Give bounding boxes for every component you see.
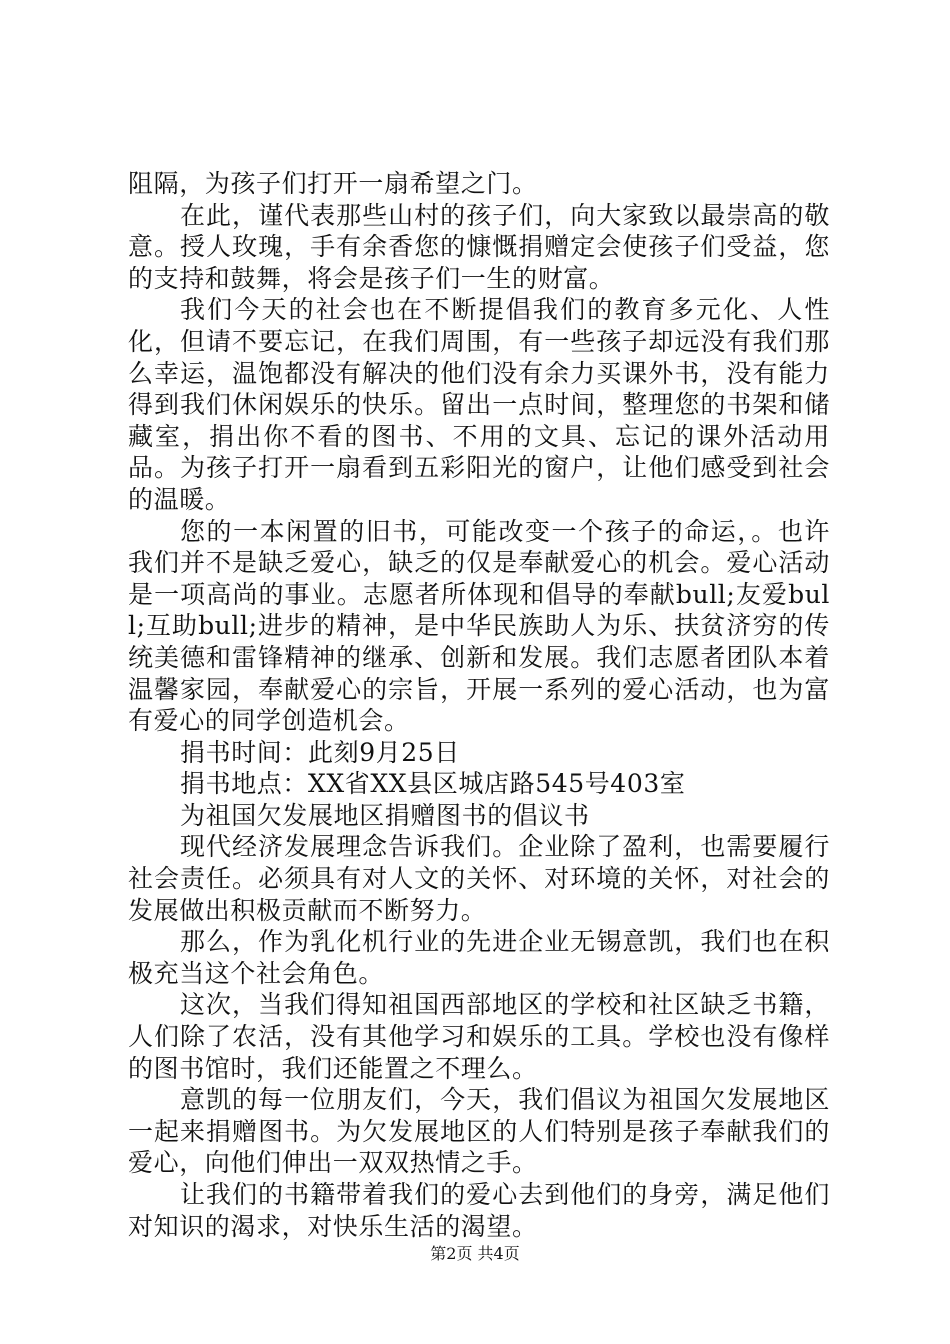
paragraph-proposal: 意凯的每一位朋友们，今天，我们倡议为祖国欠发展地区一起来捐赠图书。为欠发展地区的人们特别是孩子奉献我们的爱心，向他们伸出一双双热情之手。	[128, 1085, 830, 1178]
paragraph-thanks: 在此，谨代表那些山村的孩子们，向大家致以最崇高的敬意。授人玫瑰，手有余香您的慷慨捐赠定会使孩子们受益，您的支持和鼓舞，将会是孩子们一生的财富。	[128, 200, 830, 293]
paragraph-society: 我们今天的社会也在不断提倡我们的教育多元化、人性化，但请不要忘记，在我们周围，有一些孩子却远没有我们那么幸运，温饱都没有解决的他们没有余力买课外书，没有能力得到我们休闲娱乐的快乐。留出一点时间，整理您的书架和储藏室，捐出你不看的图书、不用的文具、忘记的课外活动用品。为孩子打开一扇看到五彩阳光的窗户，让他们感受到社会的温暖。	[128, 295, 830, 514]
proposal-title: 为祖国欠发展地区捐赠图书的倡议书	[180, 800, 590, 830]
paragraph-western-region: 这次，当我们得知祖国西部地区的学校和社区缺乏书籍，人们除了农活，没有其他学习和娱乐的工具。学校也没有像样的图书馆时，我们还能置之不理么。	[128, 990, 830, 1083]
paragraph-closing: 让我们的书籍带着我们的爱心去到他们的身旁，满足他们对知识的渴求，对快乐生活的渴望。	[128, 1180, 830, 1241]
document-body	[128, 168, 830, 1242]
donation-time: 捐书时间：此刻9月25日	[180, 737, 460, 767]
donation-location: 捐书地点：XX省XX县区城店路545号403室	[180, 769, 686, 799]
paragraph-company: 那么，作为乳化机行业的先进企业无锡意凯，我们也在积极充当这个社会角色。	[128, 927, 830, 988]
paragraph-economy: 现代经济发展理念告诉我们。企业除了盈利，也需要履行社会责任。必须具有对人文的关怀、对环境的关怀，对社会的发展做出积极贡献而不断努力。	[128, 832, 830, 925]
page-number-footer: 第2页 共4页	[430, 1244, 520, 1263]
paragraph-continuation: 阻隔，为孩子们打开一扇希望之门。	[128, 169, 538, 198]
paragraph-volunteer: 您的一本闲置的旧书，可能改变一个孩子的命运，。也许我们并不是缺乏爱心，缺乏的仅是奉献爱心的机会。爱心活动是一项高尚的事业。志愿者所体现和倡导的奉献bull;友爱bull;互助bull;进步的精神，是中华民族助人为乐、扶贫济穷的传统美德和雷锋精神的继承、创新和发展。我们志愿者团队本着温馨家园，奉献爱心的宗旨，开展一系列的爱心活动，也为富有爱心的同学创造机会。	[128, 516, 830, 736]
